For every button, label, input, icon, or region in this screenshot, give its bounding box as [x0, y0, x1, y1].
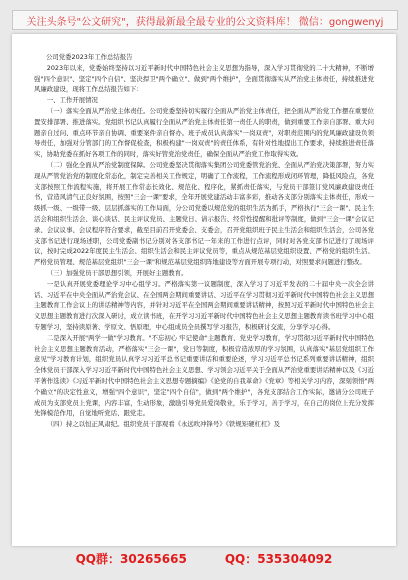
paragraph: （一）落实全面从严治党主体责任。公司党委坚持切实履行全面从严治党主体责任，把全面从严治党工作摆在重要位置安排部署、推进落实。党组织书记认真履行全面从严治党主体责任第一责任人的职责，做到重要工作亲自部署、重大问题亲自过问、重点环节亲自协调、重要案件亲自督办。班子成员认真落实"一岗双责"，对职责范围内的党风廉政建设负领导责任，加强对分管部门的工作督促检查，积极构建"一岗双责"的责任体系，有针对性地提出工作要求，持续推进责任落实，协助党委在抓好各项工作的同时，落实好管党治党责任，确保全面从严治党工作取得实效。: [34, 106, 374, 159]
promo-banner: 关注头条号"公文研究"，获得最新最全最专业的公文资料库！ 微信：gongwenyj: [12, 10, 398, 30]
document-body: [12, 34, 396, 430]
qq-label: QQ：535304092: [224, 552, 333, 566]
contact-footer: [0, 550, 408, 570]
paragraph: （三）加强党员干部思想引领，开展好主题教育。: [46, 268, 188, 277]
document-title: 公司党委2023年工作总结报告: [46, 53, 133, 61]
paragraph: 二是深入开展"两学一做"学习教育。"不忘初心 牢记使命"主题教育、党史学习教育，学习贯彻习近平新时代中国特色社会主义思想主题教育活动，严格落实"三会一课"，党日等制度，积极营造浓厚的学习氛围，认真落实"基层党组织工作意见"学习教育计划，组织党员认真学习习近平总书记重要讲话和重要论述，学习习近平总书记系列重要讲话精神，组织全体党员干部深入学习习近平新时代中国特色社会主义思想、学习领会习近平关于全面从严治党重要讲话精神以及《习近平著作选读》《习近平新时代中国特色社会主义思想专题摘编》《论党的自我革命》《党章》等相关学习内容，深刻领悟"两个确立"的决定性意义，增强"四个意识"，坚定"四个自信"，做到"两个维护"，各党支部结合工作实际，邀请分公司班子成员为支部党员上党课，内容丰富，生动形象，激励引导党员爱岗敬业，乐于学习，善于学习，在自己的岗位上充分发挥先锋模范作用，自觉地听党话、跟党走。: [34, 333, 374, 418]
paragraph: （四）持之以恒正风肃纪。组织党员干部观看《永远吹冲锋号》《铁规矩硬杠杠》及: [46, 420, 281, 429]
paragraph: 一是认真开展党委理论学习中心组学习。严格落实第一议题制度，深入学习了习近平发表的二十届中央一次全会讲话、习近平在中央全面从严治党会议、在全国两会期间重要讲话、习近平在学习贯彻习近平新时代中国特色社会主义思想主题教育工作会议上的讲话精神等内容，并针对习近平在全国两会期间重要讲话精神，按照习近平新时代中国特色社会主义思想主题教育进行次深入研讨，成立读书班，在开学习习近平新时代中国特色社会主义思想主题教育读书班学习中心组专题学习，坚持读原著、学原文、悟原理，中心组成员全员撰写学习报告，积极研讨交流，分享学习心得。: [34, 279, 374, 331]
qq-group-label: QQ群：30265665: [75, 552, 187, 566]
paragraph: （二）强化全面从严治党制度保障。公司党委坚决贯彻落实集团公司党委管党治党、全面从严治党决策部署，努力实现从严管党治党的制度化常态化，制定完善相关工作规定，明确了工作流程，工作流程形成闭环管理，降低风险点，各党支部按照工作流程实施，将开展工作常态长效化、规范化、程序化，紧抓责任落实，与党员干部签订党风廉政建设责任书，营造风清气正良好氛围，按照"三会一课"要求，全年开展党建活动丰富多彩，推动各支部分别落实主体责任，形成一级抓一级、一级带一级、层层抓落实的工作局面，分公司党委以规范党的组织生活为抓手，严格执行"三会一课"、民主生活会和组织生活会、谈心谈话、民主评议党员、主题党日、请示报告、经常性提醒和批评等制度，做到"三会一课"会议记录、会议议事、会议程序符合要求，截至目前召开党委会、支委会，召开党组织班子民主生活会和组织生活会，公司各党支部书记进行现场述职，公司党委副书记分别对各支部书记一年来的工作进行点评，同时对各党支部书记进行了现场评议，按时完成2022年度民主生活会、组织生活会和民主评议党员等，重点从规范基层党组织设置、严格党的组织生活、严格党员管理、规范基层党组织"三会一课"和规范基层党组织阵地建设等方面开展专项行动，对照要求问题进行整改。: [34, 160, 374, 267]
intro-paragraph: 2023年以来，党委始终坚持以习近平新时代中国特色社会主义思想为指导，深入学习贯彻党的二十大精神，不断增强"四个意识"、坚定"四个自信"、坚决捍卫"两个确立"、做到"两个维护"，全面贯彻落实从严治党主体责任，持续推进党风廉政建设，现将工作总结报告如下：: [34, 63, 374, 94]
section-heading: 一、工作开展情况: [46, 96, 98, 105]
document-page: [12, 34, 396, 546]
